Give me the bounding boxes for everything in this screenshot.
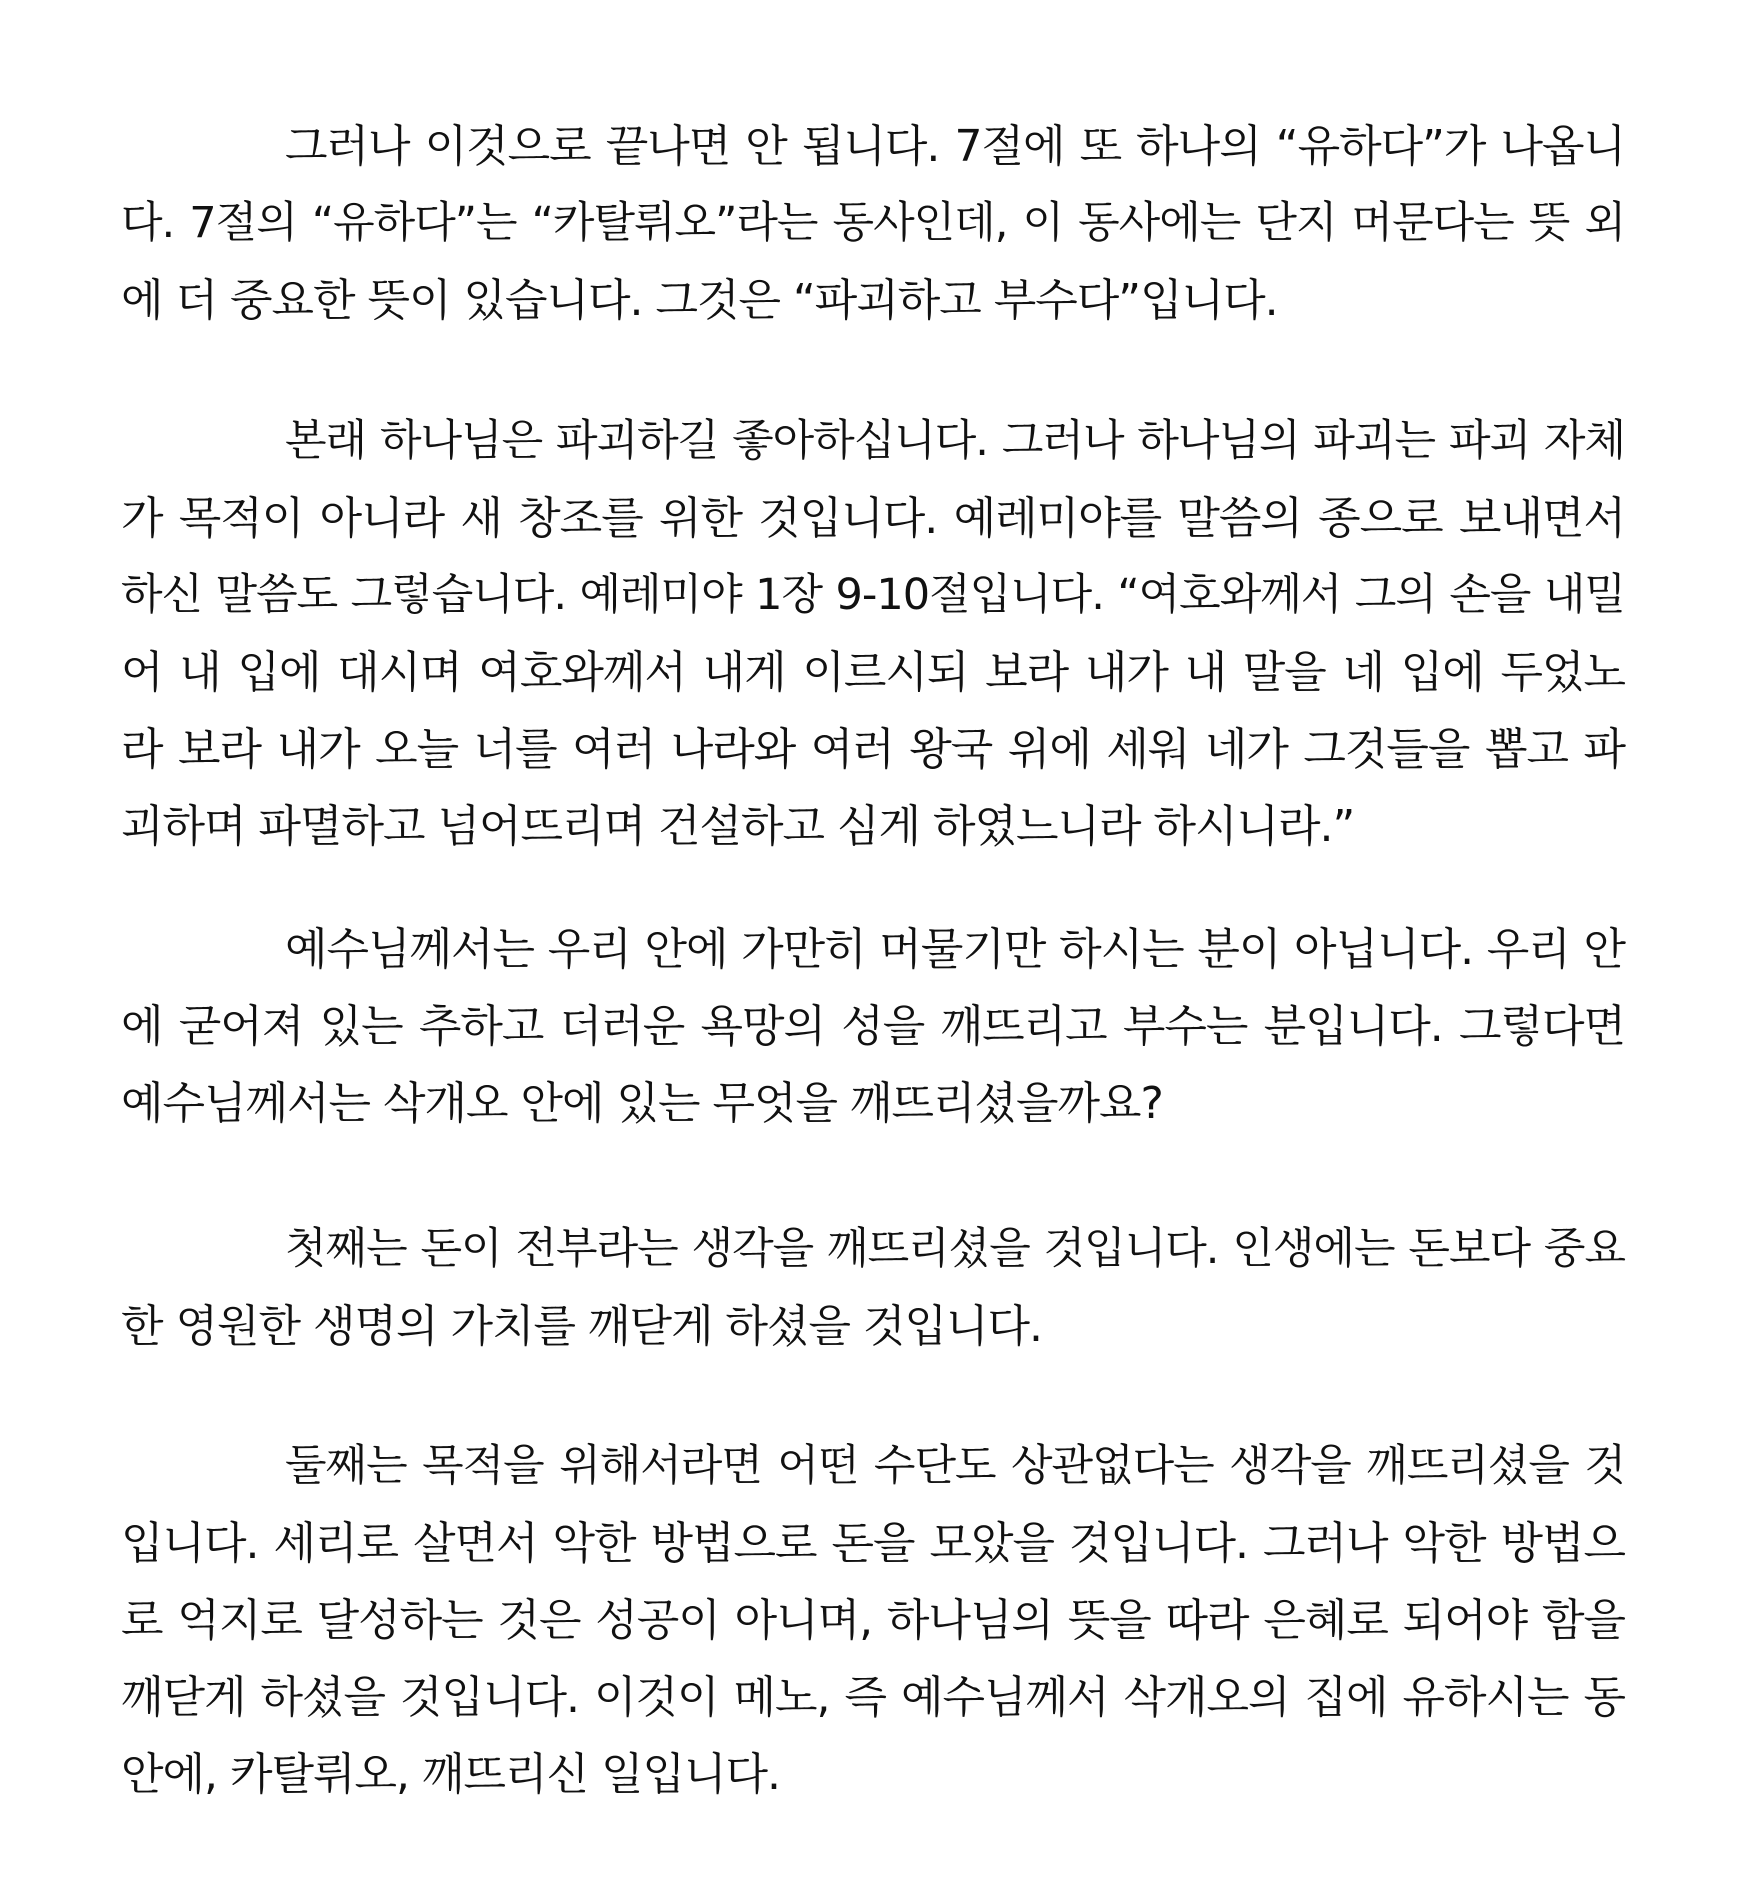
paragraph-4 <box>121 1211 1625 1365</box>
text-line: 로 억지로 달성하는 것은 성공이 아니며, 하나님의 뜻을 따라 은혜로 되어야 함을 <box>121 1595 1625 1646</box>
text-line: 본래 하나님은 파괴하길 좋아하십니다. 그러나 하나님의 파괴는 파괴 자체 <box>285 416 1625 466</box>
text-line: 에 굳어져 있는 추하고 더러운 욕망의 성을 깨뜨리고 부수는 분입니다. 그렇다면 <box>121 1001 1625 1052</box>
paragraph-3 <box>121 911 1625 1142</box>
text-line: 둘째는 목적을 위해서라면 어떤 수단도 상관없다는 생각을 깨뜨리셨을 것 <box>285 1441 1625 1491</box>
text-line: 그러나 이것으로 끝나면 안 됩니다. 7절에 또 하나의 “유하다”가 나옵니 <box>285 121 1625 172</box>
paragraph-5 <box>121 1428 1625 1813</box>
text-line: 예수님께서는 삭개오 안에 있는 무엇을 깨뜨리셨을까요? <box>121 1078 1163 1129</box>
text-line: 라 보라 내가 오늘 너를 여러 나라와 여러 왕국 위에 세워 네가 그것들을 뽑고 파 <box>121 724 1625 775</box>
text-line: 다. 7절의 “유하다”는 “카탈뤼오”라는 동사인데, 이 동사에는 단지 머문다는 뜻 외 <box>121 198 1625 248</box>
paragraph-2 <box>121 403 1625 865</box>
text-line: 괴하며 파멸하고 넘어뜨리며 건설하고 심게 하였느니라 하시니라.” <box>121 801 1355 852</box>
text-line: 하신 말씀도 그렇습니다. 예레미야 1장 9-10절입니다. “여호와께서 그의 손을 내밀 <box>121 570 1625 620</box>
text-line: 가 목적이 아니라 새 창조를 위한 것입니다. 예레미야를 말씀의 종으로 보내면서 <box>121 493 1625 544</box>
text-line: 첫째는 돈이 전부라는 생각을 깨뜨리셨을 것입니다. 인생에는 돈보다 중요 <box>285 1224 1625 1274</box>
paragraph-1 <box>121 108 1625 339</box>
text-line: 어 내 입에 대시며 여호와께서 내게 이르시되 보라 내가 내 말을 네 입에 두었노 <box>121 647 1625 698</box>
text-line: 에 더 중요한 뜻이 있습니다. 그것은 “파괴하고 부수다”입니다. <box>121 275 1278 326</box>
text-line: 입니다. 세리로 살면서 악한 방법으로 돈을 모았을 것입니다. 그러나 악한 방법으 <box>121 1518 1625 1569</box>
text-line: 한 영원한 생명의 가치를 깨닫게 하셨을 것입니다. <box>121 1301 1042 1352</box>
text-line: 예수님께서는 우리 안에 가만히 머물기만 하시는 분이 아닙니다. 우리 안 <box>285 924 1625 975</box>
text-line: 깨닫게 하셨을 것입니다. 이것이 메노, 즉 예수님께서 삭개오의 집에 유하시는 동 <box>121 1672 1625 1723</box>
text-line: 안에, 카탈뤼오, 깨뜨리신 일입니다. <box>121 1749 780 1800</box>
